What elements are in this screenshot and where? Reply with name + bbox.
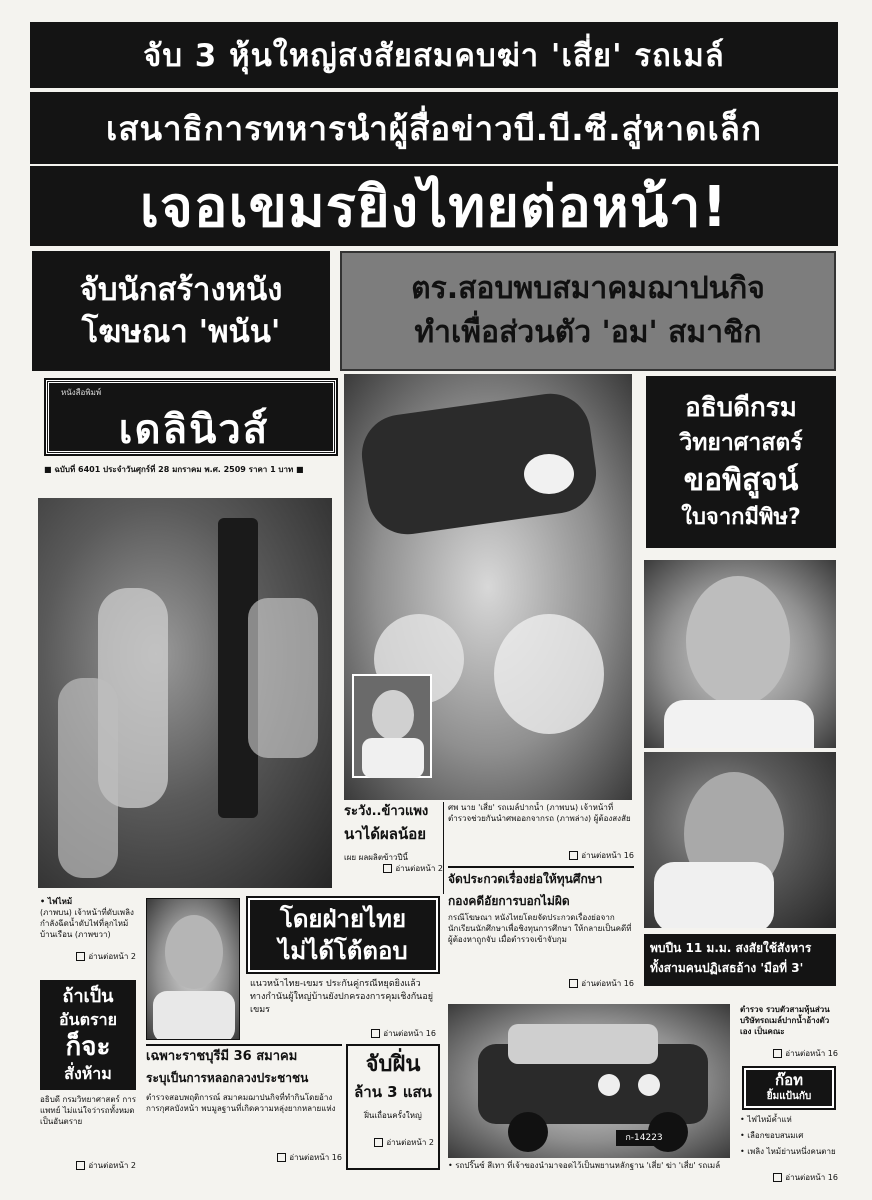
car-plate: ก-14223 bbox=[616, 1130, 672, 1146]
opium-headline-1: จับฝิ่น bbox=[365, 1052, 421, 1077]
thai-side-text: แนวหน้าไทย-เขมร ประกันคู่กรณีหยุดยิงแล้ว ทางกำนันผู้ใหญ่บ้านยังปกครองการคุมเชิงกันอยู่ เขมร bbox=[250, 979, 434, 1015]
thai-side-headline-1: โดยฝ่ายไทย bbox=[279, 905, 407, 933]
crime-scene-photo bbox=[344, 374, 632, 800]
fire-caption-continued[interactable]: อ่านต่อหน้า 2 bbox=[40, 951, 136, 962]
police-headline-line-1: ตร.สอบพบสมาคมฌาปนกิจ bbox=[411, 271, 765, 306]
fire-caption bbox=[40, 896, 136, 966]
suspect-photo-1 bbox=[644, 560, 836, 748]
headline-2: เสนาธิการทหารนำผู้สื่อข่าวบี.บี.ซี.สู่หาดเล็ก bbox=[30, 92, 838, 164]
opium-text: ฝิ่นเถื่อนครั้งใหญ่ bbox=[364, 1111, 422, 1120]
science-headline bbox=[646, 376, 836, 548]
masthead-logo bbox=[46, 380, 336, 454]
danger-headline bbox=[40, 980, 136, 1090]
police-note bbox=[740, 1004, 838, 1064]
golf-headline bbox=[744, 1068, 834, 1108]
bottom-notes bbox=[740, 1112, 838, 1172]
ratchaburi-continued[interactable]: อ่านต่อหน้า 16 bbox=[146, 1152, 342, 1163]
danger-line-3: ก็จะ bbox=[65, 1032, 111, 1062]
police-headline-line-2: ทำเพื่อส่วนตัว 'อม' สมาชิก bbox=[414, 315, 762, 350]
opium-story bbox=[346, 1044, 440, 1170]
gambling-headline bbox=[32, 251, 330, 371]
danger-continued[interactable]: อ่านต่อหน้า 2 bbox=[40, 1160, 136, 1171]
thai-side-headline-2: ไม่ได้โต้ตอบ bbox=[278, 937, 408, 965]
golf-line-2: ยิ้มแป้นกับ bbox=[766, 1091, 812, 1102]
suspect-photo-2 bbox=[644, 752, 836, 928]
science-headline-line-1: อธิบดีกรม bbox=[685, 393, 797, 423]
murder-caption bbox=[448, 802, 634, 862]
gambling-headline-line-1: จับนักสร้างหนัง bbox=[79, 272, 283, 308]
golf-line-1: ก๊อท bbox=[775, 1071, 803, 1089]
suspect-caption bbox=[644, 934, 836, 986]
contest-headline-1: จัดประกวดเรื่องย่อให้ทุนศึกษา bbox=[448, 872, 603, 886]
fire-caption-label: • ไฟไหม้ bbox=[40, 897, 73, 906]
police-headline bbox=[340, 251, 836, 371]
masthead-issue-line: ■ ฉบับที่ 6401 ประจำวันศุกร์ที่ 28 มกราคม พ.ศ. 2509 ราคา 1 บาท ■ bbox=[44, 465, 304, 474]
danger-line-1: ถ้าเป็น bbox=[62, 986, 114, 1007]
rice-price-headline-1: ระวัง..ข้าวแพง bbox=[344, 804, 429, 819]
suspect-caption-line-1: พบปืน 11 ม.ม. สงสัยใช้สังหาร bbox=[650, 941, 812, 955]
car-caption: • รถปริ๊นซ์ สีเทา ที่เจ้าของนำมาจอดไว้เป็นพยานหลักฐาน 'เสี่ย' ฆ่า 'เสี่ย' รถเมล์ bbox=[448, 1161, 721, 1170]
opium-headline-2: ล้าน 3 แสน bbox=[354, 1083, 432, 1101]
rice-price-story bbox=[344, 802, 444, 894]
danger-text: อธิบดี กรมวิทยาศาสตร์ การแพทย์ ไม่แน่ใจว่ารถทั้งหมดเป็นอันตราย bbox=[40, 1095, 136, 1126]
rice-price-headline-2: นาได้ผลน้อย bbox=[344, 825, 426, 843]
police-note-text: ตำรวจ รวบตัวสามหุ้นส่วนบริษัทรถเมล์ปากน้ำอ้างตัวเอง เป็นคณะ bbox=[740, 1005, 830, 1036]
bottom-note-1: • ไฟไหม้ค้ำแห่ bbox=[740, 1115, 792, 1124]
science-headline-line-2: วิทยาศาสตร์ bbox=[679, 430, 803, 456]
murder-caption-text: ศพ นาย 'เสี่ย' รถเมล์ปากน้ำ (ภาพบน) เจ้าหน้าที่ตำรวจช่วยกันนำศพออกจากรถ (ภาพล่าง) ผู้ต้องสงสัย bbox=[448, 803, 631, 823]
fire-caption-text: (ภาพบน) เจ้าหน้าที่ดับเพลิงกำลังฉีดน้ำดับไฟที่ลุกไหม้บ้านเรือน (ภาพขวา) bbox=[40, 908, 134, 939]
rice-price-text: เผย ผลผลิตข้าวปีนี้ bbox=[344, 853, 409, 862]
gambling-headline-line-2: โฆษณา 'พนัน' bbox=[81, 314, 281, 350]
masthead-small-text: หนังสือพิมพ์ bbox=[61, 388, 102, 397]
ratchaburi-headline-1: เฉพาะราชบุรีมี 36 สมาคม bbox=[146, 1049, 298, 1064]
masthead-title: เดลินิวส์ bbox=[118, 407, 270, 453]
ratchaburi-headline-2: ระบุเป็นการหลอกลวงประชาชน bbox=[146, 1071, 309, 1085]
suspect-caption-line-2: ทั้งสามคนปฏิเสธอ้าง 'มือที่ 3' bbox=[650, 961, 804, 975]
bottom-note-2: • เลือกขอบสนมเศ bbox=[740, 1131, 804, 1140]
rice-price-continued[interactable]: อ่านต่อหน้า 2 bbox=[344, 863, 443, 874]
thai-side-headline bbox=[248, 898, 438, 972]
fire-photo bbox=[38, 498, 332, 888]
danger-line-4: สั่งห้าม bbox=[64, 1064, 112, 1083]
contest-text: กรณีโฆษณา หนังไทยโดยจัดประกวดเรื่องย่อจากนักเรียนนักศึกษาเพื่อชิงทุนการศึกษา ให้กลายเป็นคดีที่ผู้ต้องหาถูกจับ เมื่อตำรวจเข้าจับกุม bbox=[448, 913, 632, 944]
danger-line-2: อันตราย bbox=[59, 1010, 117, 1029]
bottom-note-3: • เพลิง ไหม้ย่านหนึ่งคนตาย bbox=[740, 1147, 836, 1156]
ratchaburi-story bbox=[146, 1044, 342, 1172]
contest-continued[interactable]: อ่านต่อหน้า 16 bbox=[448, 978, 634, 989]
victim-inset-photo bbox=[352, 674, 432, 778]
contest-story bbox=[448, 866, 634, 1000]
official-portrait bbox=[146, 898, 240, 1040]
car-photo bbox=[448, 1004, 730, 1158]
ratchaburi-text: ตำรวจสอบพฤติการณ์ สมาคมฌาปนกิจที่ทำกินโดยอ้างการกุศลบังหน้า พบมูลฐานที่เกิดความหลุ่งยากหลายแห่ง bbox=[146, 1093, 336, 1113]
science-headline-line-3: ขอพิสูจน์ bbox=[683, 463, 799, 498]
opium-continued[interactable]: อ่านต่อหน้า 2 bbox=[352, 1137, 434, 1148]
contest-headline-2: กองคดีอัยการบอกไม่ผิด bbox=[448, 894, 570, 908]
murder-caption-continued[interactable]: อ่านต่อหน้า 16 bbox=[448, 850, 634, 861]
thai-side-continued[interactable]: อ่านต่อหน้า 16 bbox=[250, 1028, 436, 1039]
science-headline-line-4: ใบจากมีพิษ? bbox=[681, 505, 801, 530]
headline-3: เจอเขมรยิงไทยต่อหน้า! bbox=[30, 166, 838, 246]
bottom-continued[interactable]: อ่านต่อหน้า 16 bbox=[740, 1172, 838, 1183]
headline-1: จับ 3 หุ้นใหญ่สงสัยสมคบฆ่า 'เสี่ย' รถเมล์ bbox=[30, 22, 838, 88]
masthead bbox=[36, 380, 340, 480]
police-note-continued[interactable]: อ่านต่อหน้า 16 bbox=[740, 1048, 838, 1059]
